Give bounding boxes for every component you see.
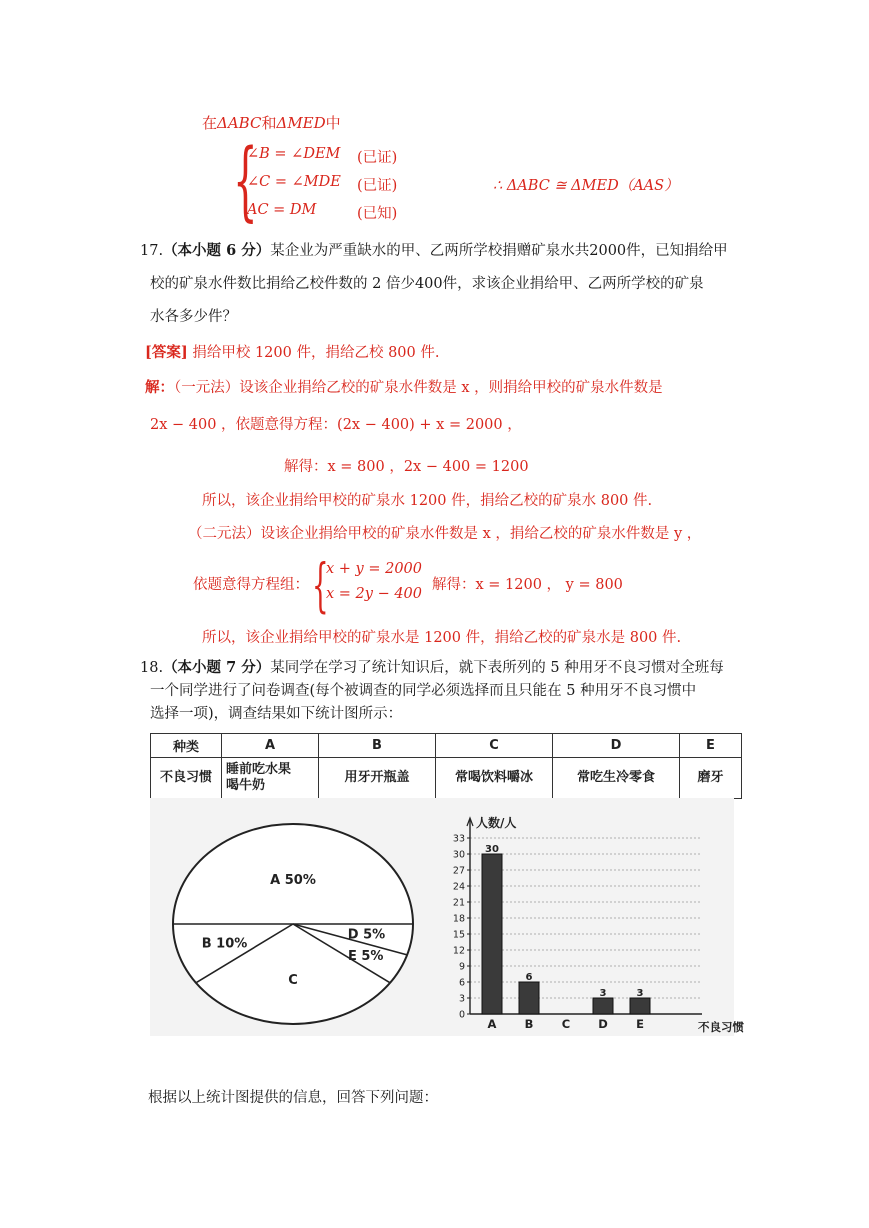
bar — [630, 998, 650, 1014]
table-header-cell: B — [319, 734, 436, 758]
table-header-cell: 种类 — [151, 734, 222, 758]
pie-label: C — [288, 973, 298, 988]
congruence-conclusion: ∴ ΔABC ≅ ΔMED（AAS） — [493, 178, 679, 194]
bar-data-label: 3 — [599, 988, 607, 999]
q17-answer-tag: [答案] — [145, 344, 188, 361]
q17-number: 17. — [140, 243, 164, 259]
pie-label: D 5% — [347, 927, 386, 943]
y-tick-label: 6 — [458, 977, 465, 989]
q18-points: （本小题 7 分） — [163, 659, 271, 676]
y-tick-label: 33 — [452, 833, 465, 845]
bar-data-label: 3 — [636, 988, 644, 999]
pie-label: E 5% — [347, 948, 384, 964]
pie-chart — [168, 818, 418, 1030]
y-tick-label: 21 — [452, 897, 465, 909]
system-brace: { — [312, 551, 329, 619]
y-tick-label: 30 — [452, 849, 465, 861]
condition-1-reason: (已证) — [357, 150, 398, 166]
q18-line2: 一个同学进行了问卷调查(每个被调查的同学必须选择而且只能在 5 种用牙不良习惯中 — [150, 683, 697, 699]
q17-method2-eq2: x = 2y − 400 — [326, 586, 423, 602]
y-tick-label: 9 — [458, 961, 465, 973]
table-header-cell: D — [553, 734, 680, 758]
condition-brace: { — [233, 131, 258, 231]
table-cell-b: 用牙开瓶盖 — [319, 758, 436, 799]
x-category-label: C — [561, 1017, 571, 1031]
table-header-cell: E — [680, 734, 742, 758]
x-category-label: E — [636, 1017, 644, 1031]
table-cell-a — [222, 758, 319, 799]
q18-number: 18. — [140, 660, 164, 676]
y-tick-label: 18 — [452, 913, 465, 925]
pie-label: A 50% — [270, 873, 316, 888]
habits-table-row — [151, 758, 742, 799]
q17-method2-line1: （二元法）设该企业捐给甲校的矿泉水件数是 x ，捐给乙校的矿泉水件数是 y ， — [188, 526, 702, 542]
table-header-cell: C — [436, 734, 553, 758]
y-tick-label: 3 — [458, 993, 465, 1005]
pie-group — [173, 824, 413, 1024]
x-category-label: B — [524, 1017, 534, 1031]
condition-3-reason: (已知) — [357, 206, 398, 222]
condition-3-expr: AC = DM — [247, 202, 317, 218]
intro-in: 中 — [325, 114, 341, 132]
y-tick-label: 15 — [452, 929, 465, 941]
table-cell-c: 常喝饮料嚼冰 — [436, 758, 553, 799]
bar — [482, 854, 502, 1014]
table-cell-d: 常吃生冷零食 — [553, 758, 680, 799]
intro-and: 和 — [261, 114, 277, 132]
q17-method2-solve: 解得：x = 1200 ， y = 800 — [432, 577, 623, 593]
condition-1-expr: ∠B = ∠DEM — [247, 146, 341, 162]
table-cell-e: 磨牙 — [680, 758, 742, 799]
x-category-label: A — [487, 1017, 497, 1031]
bar-data-label: 30 — [485, 844, 499, 855]
bar-chart — [440, 808, 744, 1036]
y-tick-label: 27 — [452, 865, 465, 877]
x-category-label: D — [598, 1017, 608, 1031]
q17-solution-tag: 解： — [145, 379, 174, 396]
q17-points: （本小题 6 分） — [163, 242, 271, 259]
q18-footer: 根据以上统计图提供的信息，回答下列问题： — [148, 1090, 438, 1106]
table-header-cell: A — [222, 734, 319, 758]
pie-label: B 10% — [201, 936, 248, 952]
q17-line2: 校的矿泉水件数比捐给乙校件数的 2 倍少400件，求该企业捐给甲、乙两所学校的矿泉 — [150, 276, 704, 292]
q17-method1-solve: 解得：x = 800 ，2x − 400 = 1200 — [284, 459, 529, 475]
y-axis-label: 人数/人 — [476, 816, 517, 830]
q17-method1-line2: 2x − 400 ，依题意得方程：(2x − 400) + x = 2000 ， — [150, 417, 522, 433]
q17-method1-line1: （一元法）设该企业捐给乙校的矿泉水件数是 x ，则捐给甲校的矿泉水件数是 — [174, 380, 663, 396]
table-cell-a-line2: 喝牛奶 — [226, 778, 266, 793]
q17-method2-conclusion: 所以，该企业捐给甲校的矿泉水是 1200 件，捐给乙校的矿泉水是 800 件. — [202, 630, 682, 646]
triangle-abc: ΔABC — [217, 114, 262, 132]
table-cell-a-line1: 睡前吃水果 — [226, 762, 292, 777]
table-row-label: 不良习惯 — [151, 758, 222, 799]
bar — [519, 982, 539, 1014]
habits-table — [150, 733, 742, 799]
condition-2-reason: (已证) — [357, 178, 398, 194]
condition-2-expr: ∠C = ∠MDE — [247, 174, 341, 190]
q18-line1: 某同学在学习了统计知识后，就下表所列的 5 种用牙不良习惯对全班每 — [270, 660, 724, 676]
intro-text: 在 — [202, 114, 218, 132]
triangle-med: ΔMED — [276, 114, 326, 132]
q17-method1-conclusion: 所以，该企业捐给甲校的矿泉水 1200 件，捐给乙校的矿泉水 800 件. — [202, 493, 653, 509]
x-axis-label: 不良习惯 — [698, 1020, 744, 1034]
q18-line3: 选择一项)，调查结果如下统计图所示： — [150, 706, 403, 722]
y-tick-label: 12 — [452, 945, 465, 957]
y-tick-label: 24 — [452, 881, 465, 893]
bar-data-label: 6 — [525, 972, 533, 983]
y-tick-label: 0 — [458, 1009, 465, 1021]
q17-line3: 水各多少件？ — [150, 309, 237, 325]
bar — [593, 998, 613, 1014]
q17-method2-eq1: x + y = 2000 — [326, 561, 423, 577]
q17-answer-text: 捐给甲校 1200 件，捐给乙校 800 件. — [192, 345, 440, 361]
habits-table-header — [151, 734, 742, 758]
q17-method2-label: 依题意得方程组： — [193, 577, 309, 593]
q17-line1: 某企业为严重缺水的甲、乙两所学校捐赠矿泉水共2000件，已知捐给甲 — [270, 243, 728, 259]
